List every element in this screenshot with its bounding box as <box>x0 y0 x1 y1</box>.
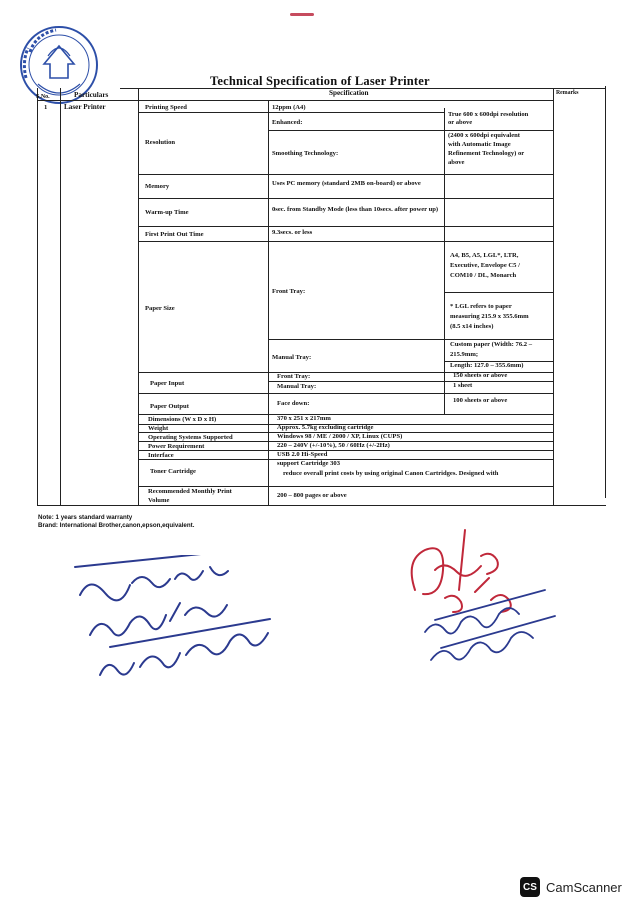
label-resolution: Resolution <box>145 139 176 146</box>
table-col-remarks-divider <box>553 88 554 506</box>
value-front-sizes: COM10 / DL, Monarch <box>450 272 517 279</box>
label-enhanced: Enhanced: <box>272 119 303 126</box>
value-front-note: * LGL refers to paper <box>450 303 512 310</box>
top-pink-mark <box>290 13 314 16</box>
label-monthly-volume: Volume <box>148 497 170 504</box>
note-warranty: Note: 1 years standard warranty <box>38 514 133 521</box>
value-smoothing: Refinement Technology) or <box>448 150 525 157</box>
value-first-print: 9.3secs. or less <box>272 229 313 236</box>
table-col-sn-divider <box>60 88 61 506</box>
camscanner-label: CamScanner <box>546 879 622 895</box>
value-front-sizes: A4, B5, A5, LGL*, LTR, <box>450 252 519 259</box>
table-col-subspec-divider <box>444 108 445 414</box>
value-front-sizes: Executive, Envelope C5 / <box>450 262 520 269</box>
value-enhanced: True 600 x 600dpi resolution <box>448 111 529 118</box>
value-power: 220 – 240V (+/-10%), 50 / 60Hz (+/-2Hz) <box>277 442 390 449</box>
label-interface: Interface <box>148 452 174 459</box>
value-smoothing: (2400 x 600dpi equivalent <box>448 132 520 139</box>
row-line <box>268 381 553 382</box>
row-line <box>138 459 553 460</box>
row-line <box>138 226 553 227</box>
value-smoothing: above <box>448 159 465 166</box>
value-monthly-volume: 200 – 800 pages or above <box>277 492 347 499</box>
label-printing-speed: Printing Speed <box>145 104 187 111</box>
value-os: Windows 98 / ME / 2000 / XP, Linux (CUPS) <box>277 433 403 440</box>
value-smoothing: with Automatic Image <box>448 141 511 148</box>
document-title: Technical Specification of Laser Printer <box>210 74 430 88</box>
value-manual-tray: 215.9mm; <box>450 351 479 358</box>
value-front-note: measuring 215.9 x 355.6mm <box>450 313 529 320</box>
value-input-front: 150 sheets or above <box>453 372 508 379</box>
table-bottom-border <box>37 505 606 506</box>
item-particular: Laser Printer <box>64 103 106 111</box>
row-line <box>138 174 553 175</box>
label-weight: Weight <box>148 425 169 432</box>
row-line <box>138 486 553 487</box>
camscanner-logo-icon: CS <box>520 877 540 897</box>
value-front-note: (8.5 x14 inches) <box>450 323 494 330</box>
label-first-print: First Print Out Time <box>145 231 204 238</box>
value-warm-up: 0sec. from Standby Mode (less than 10secs. after power up) <box>272 206 439 213</box>
label-face-down: Face down: <box>277 400 310 407</box>
table-col-spec-divider <box>268 100 269 506</box>
header-specification: Specification <box>329 89 369 97</box>
value-enhanced: or above <box>448 119 473 126</box>
label-paper-output: Paper Output <box>150 403 189 410</box>
label-paper-size: Paper Size <box>145 305 175 312</box>
value-paper-output: 100 sheets or above <box>453 397 508 404</box>
value-printing-speed: 12ppm (A4) <box>272 104 306 111</box>
value-toner: support Cartridge 303 <box>277 460 341 467</box>
label-front-tray: Front Tray: <box>272 288 306 295</box>
camscanner-watermark <box>520 877 622 897</box>
value-memory: Uses PC memory (standard 2MB on-board) or above <box>272 180 421 187</box>
row-line <box>138 393 553 394</box>
row-line <box>138 414 553 415</box>
item-sn: 1 <box>44 104 48 111</box>
value-weight: Approx. 5.7kg excluding cartridge <box>277 424 374 431</box>
value-interface: USB 2.0 Hi-Speed <box>277 451 328 458</box>
header-sn: S.No. <box>36 94 50 100</box>
label-dimensions: Dimensions (W x D x H) <box>148 416 217 423</box>
value-input-manual: 1 sheet <box>453 382 473 389</box>
label-memory: Memory <box>145 183 170 190</box>
value-manual-tray: Custom paper (Width: 76.2 – <box>450 341 533 348</box>
label-input-front: Front Tray: <box>277 373 311 380</box>
header-remarks: Remarks <box>556 90 579 96</box>
row-line <box>268 339 553 340</box>
label-smoothing: Smoothing Technology: <box>272 150 339 157</box>
value-dimensions: 370 x 251 x 217mm <box>277 415 331 422</box>
value-manual-tray: Length: 127.0 – 355.6mm) <box>450 362 524 369</box>
label-os: Operating Systems Supported <box>148 434 233 441</box>
label-toner: Toner Cartridge <box>150 468 196 475</box>
label-warm-up: Warm-up Time <box>145 209 189 216</box>
note-brand: Brand: International Brother,canon,epson,equivalent. <box>38 522 195 529</box>
label-manual-tray: Manual Tray: <box>272 354 312 361</box>
label-monthly-volume: Recommended Monthly Print <box>148 488 232 495</box>
table-border-right <box>605 86 606 498</box>
handwritten-signature-left <box>70 555 310 695</box>
header-bottom-line <box>37 100 553 101</box>
header-particulars: Particulars <box>74 91 109 99</box>
label-power: Power Requirement <box>148 443 205 450</box>
label-paper-input: Paper Input <box>150 380 185 387</box>
row-line <box>444 292 553 293</box>
row-line <box>268 130 553 131</box>
row-line <box>138 198 553 199</box>
value-toner: reduce overall print costs by using original Canon Cartridges. Designed with <box>283 470 499 477</box>
row-line <box>138 241 553 242</box>
table-border-left <box>37 88 38 506</box>
label-input-manual: Manual Tray: <box>277 383 317 390</box>
handwritten-signature-right <box>395 520 570 670</box>
row-line <box>138 112 444 113</box>
table-col-particulars-divider <box>138 88 139 506</box>
